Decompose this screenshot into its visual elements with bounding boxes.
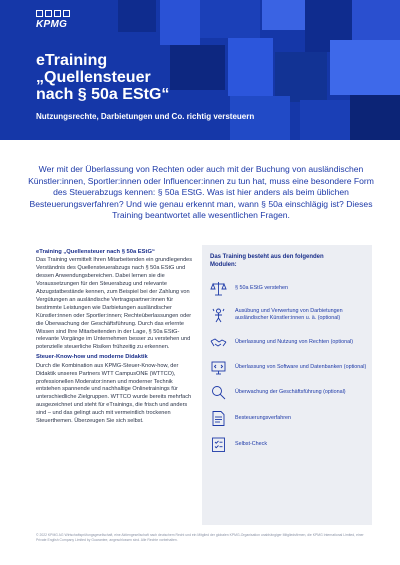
checklist-icon [210,436,227,453]
handshake-icon [210,334,227,351]
module-label: Überlassung von Software und Datenbanken (optional) [235,363,367,370]
page-title [36,52,236,103]
decorative-cube [200,0,260,38]
section-body: Das Training vermittelt Ihren Mitarbeitenden ein grundlegendes Verständnis des Quellensteuerabzugs nach § 50a EStG und dessen Anwendungsbereichen. Dabei lernen sie die Voraussetzungen für den Steuerabzug und relevante Abzugstatbestände kennen, zum Beispiel bei der Zahlung von Vergütungen an ausländische Vertragspartner:innen für bestimmte Leistungen wie Darbietungen ausländischer Künstler:innen oder Sportler:innen; Rechteüberlassungen oder die Überwachung der Geschäftsführung. Durch das erlernte Wissen sind Ihre Mitarbeitenden in der Lage, § 50a EStG-relevante Vorgänge im Unternehmen besser zu verstehen und potenzielle steuerliche Risiken frühzeitig zu erkennen. [36,257,193,351]
module-item [210,408,368,428]
description-column [36,249,196,428]
module-label: Besteuerungsverfahren [235,414,292,421]
modules-heading: Das Training besteht aus den folgenden Modulen: [210,254,324,268]
scales-icon [210,280,227,297]
decorative-cube [350,95,400,140]
brand-name: KPMG [36,19,68,30]
title-line: „Quellensteuer [36,69,151,86]
module-label: Überlassung und Nutzung von Rechten (optional) [235,338,354,345]
magnifier-icon [210,384,227,401]
module-item [210,305,368,325]
kpmg-logo [36,10,70,30]
performer-icon [210,307,227,324]
decorative-cube [300,100,350,140]
section-heading: eTraining „Quellensteuer nach § 50a EStG“ [36,249,155,255]
module-label: Selbst-Check [235,440,268,447]
module-label: Ausübung und Verwertung von Darbietungen ausländischer Künstler:innen u. ä. (optional) [235,308,343,321]
module-label: § 50a EStG verstehen [235,284,289,291]
module-item [210,434,368,454]
module-item [210,357,368,377]
page-subtitle: Nutzungsrechte, Darbietungen und Co. richtig versteuern [36,112,255,121]
section-heading: Steuer-Know-how und moderne Didaktik [36,354,148,361]
decorative-cube [275,52,327,102]
decorative-cube [330,40,400,95]
decorative-cube [118,0,156,32]
title-line: eTraining [36,52,108,69]
intro-text: Wer mit der Überlassung von Rechten oder auch mit der Buchung von ausländischen Künstler:innen, Sportler:innen oder Influencer:innen zu tun hat, muss eine besondere Form des Steuerabzugs kennen: § 50a EStG. Was ist hier anders als beim üblichen Besteuerungsverfahren? Und wie genau erkennt man, wann § 50a einschlägig ist? Dieses Training beantwortet alle wesentlichen Fragen. [28,164,374,221]
module-item [210,332,368,352]
hero-banner [0,0,400,140]
module-item [210,382,368,402]
section-body: Durch die Kombination aus KPMG-Steuer-Know-how, der Didaktik unseres Partners WTT CampusONE (WTTCO), professionellen Moderator:innen und moderner Technik entstehen spannende und nachhaltige Onlinetrainings für unterschiedliche Zielgruppen. WTTCO wurde bereits mehrfach ausgezeichnet und steht für eTrainings, die frisch und anders sind – und das gelingt auch mit vermeintlich trockenen Steuerthemen. Überzeugen Sie sich selbst. [36,362,192,425]
decorative-cube [262,0,306,30]
logo-squares-icon [36,10,70,17]
module-item [210,278,368,298]
module-label: Überwachung der Geschäftsführung (optional) [235,388,346,395]
title-line: nach § 50a EStG“ [36,86,170,103]
document-icon [210,410,227,427]
decorative-cube [160,0,200,45]
decorative-cube [352,0,400,40]
modules-panel [202,245,372,525]
software-icon [210,359,227,376]
legal-footer: © 2022 KPMG AG Wirtschaftsprüfungsgesellschaft, eine Aktiengesellschaft nach deutschem Recht und ein Mitglied der globalen KPMG-Organisation unabhängiger Mitgliedsfirmen, die KPMG International Limited, einer Private English Company Limited by Guarantee, angeschlossen sind. Alle Rechte vorbehalten. [36,533,364,542]
